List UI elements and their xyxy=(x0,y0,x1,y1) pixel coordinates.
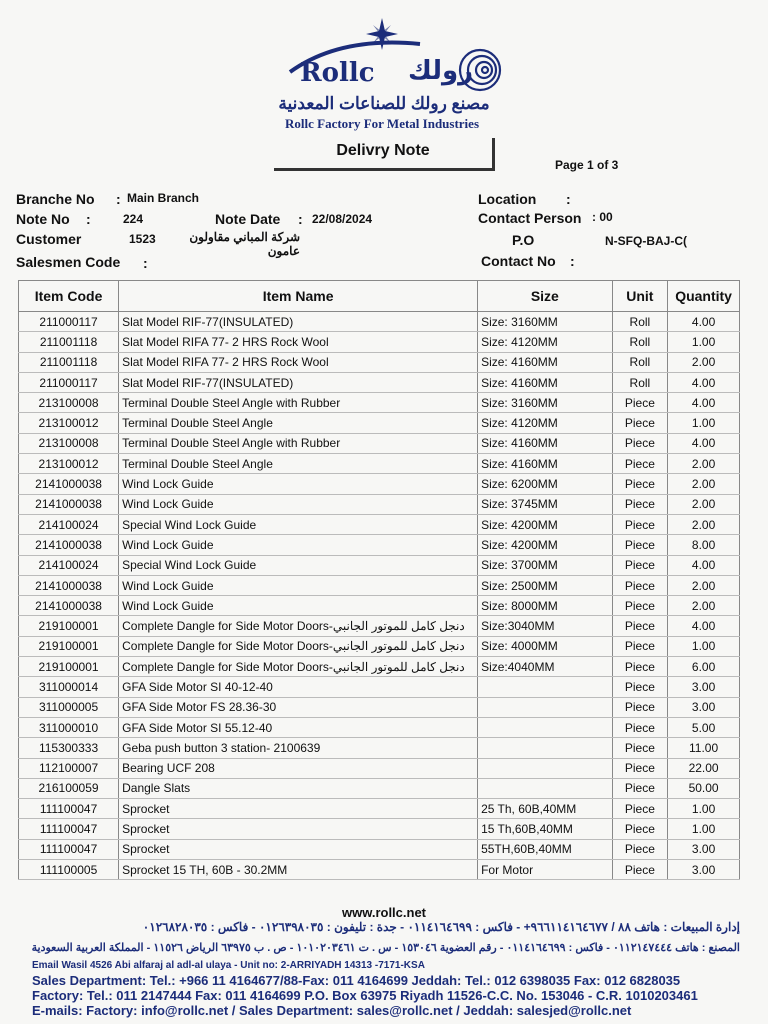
quantity-cell: 2.00 xyxy=(668,596,740,616)
item-code-cell: 214100024 xyxy=(19,514,119,534)
table-row xyxy=(19,616,740,636)
unit-cell: Piece xyxy=(612,799,668,819)
unit-cell: Piece xyxy=(612,758,668,778)
item-name-cell: Slat Model RIFA 77- 2 HRS Rock Wool xyxy=(119,352,478,372)
contact-person-label: Contact Person xyxy=(478,210,582,226)
size-cell xyxy=(478,697,612,717)
table-row xyxy=(19,717,740,737)
item-code-cell: 111100047 xyxy=(19,819,119,839)
unit-cell: Piece xyxy=(612,393,668,413)
quantity-cell: 3.00 xyxy=(668,860,740,880)
company-name-arabic: مصنع رولك للصناعات المعدنية xyxy=(278,94,490,113)
footer-arabic-sales: إدارة المبيعات : هاتف ٨٨ / ٩٦٦١١٤١٦٤٦٧٧+ - فاكس : ٠١١٤١٦٤٦٩٩ - جدة : تليفون : ٠١٢٦٣٩٨٠٣٥ - فاكس : ٠١٢٦٨٢٨٠٣٥ xyxy=(142,920,740,934)
quantity-cell: 4.00 xyxy=(668,312,740,332)
salesmen-code-label: Salesmen Code xyxy=(16,254,121,270)
salesmen-code-separator: : xyxy=(143,255,148,271)
footer-email-address: Email Wasil 4526 Abi alfaraj al adl-al ulaya - Unit no: 2-ARRIYADH 14313 -7171-KSA xyxy=(32,960,425,971)
item-name-cell: Wind Lock Guide xyxy=(119,494,478,514)
website-link[interactable]: www.rollc.net xyxy=(341,905,427,920)
item-name-cell: Bearing UCF 208 xyxy=(119,758,478,778)
item-code-cell: 213100008 xyxy=(19,393,119,413)
table-row xyxy=(19,839,740,859)
table-row xyxy=(19,555,740,575)
size-cell xyxy=(478,677,612,697)
table-header-row xyxy=(19,281,740,312)
brand-name-latin: Rollc xyxy=(300,58,375,88)
quantity-cell: 1.00 xyxy=(668,636,740,656)
branch-label: Branche No xyxy=(16,191,95,207)
item-code-cell: 213100012 xyxy=(19,454,119,474)
note-no-separator: : xyxy=(86,211,91,227)
item-name-cell: Special Wind Lock Guide xyxy=(119,514,478,534)
quantity-cell: 4.00 xyxy=(668,393,740,413)
item-name-cell: Complete Dangle for Side Motor Doors-دنجل كامل للموتور الجانبي xyxy=(119,657,478,677)
header-item-code: Item Code xyxy=(19,281,119,312)
table-row xyxy=(19,352,740,372)
location-label: Location xyxy=(478,191,537,207)
table-row xyxy=(19,636,740,656)
unit-cell: Piece xyxy=(612,636,668,656)
footer-sales-department: Sales Department: Tel.: +966 11 4164677/88-Fax: 011 4164699 Jeddah: Tel.: 012 6398035 Fax: 012 6828035 xyxy=(32,973,681,988)
quantity-cell: 5.00 xyxy=(668,717,740,737)
item-code-cell: 211000117 xyxy=(19,372,119,392)
unit-cell: Piece xyxy=(612,697,668,717)
item-code-cell: 213100008 xyxy=(19,433,119,453)
quantity-cell: 2.00 xyxy=(668,474,740,494)
item-name-cell: Terminal Double Steel Angle xyxy=(119,413,478,433)
table-row xyxy=(19,738,740,758)
size-cell xyxy=(478,738,612,758)
table-row xyxy=(19,372,740,392)
header-item-name: Item Name xyxy=(119,281,478,312)
quantity-cell: 3.00 xyxy=(668,697,740,717)
quantity-cell: 6.00 xyxy=(668,657,740,677)
size-cell: Size: 3160MM xyxy=(478,312,612,332)
size-cell: Size: 4200MM xyxy=(478,514,612,534)
unit-cell: Piece xyxy=(612,474,668,494)
item-code-cell: 2141000038 xyxy=(19,575,119,595)
quantity-cell: 4.00 xyxy=(668,555,740,575)
item-code-cell: 112100007 xyxy=(19,758,119,778)
quantity-cell: 3.00 xyxy=(668,677,740,697)
size-cell: For Motor xyxy=(478,860,612,880)
quantity-cell: 2.00 xyxy=(668,352,740,372)
table-row xyxy=(19,454,740,474)
unit-cell: Piece xyxy=(612,535,668,555)
note-date-value: 22/08/2024 xyxy=(312,212,373,226)
item-code-cell: 213100012 xyxy=(19,413,119,433)
size-cell xyxy=(478,717,612,737)
header-unit: Unit xyxy=(612,281,668,312)
item-code-cell: 2141000038 xyxy=(19,535,119,555)
quantity-cell: 3.00 xyxy=(668,839,740,859)
item-name-cell: Terminal Double Steel Angle with Rubber xyxy=(119,433,478,453)
footer-arabic-factory: المصنع : هاتف ٠١١٢١٤٧٤٤٤ - فاكس : ٠١١٤١٦٤٦٩٩ - رقم العضوية ١٥٣٠٤٦ - س . ت ١٠١٠٢٠٣٤٦١ - ص . ب ٦٣٩٧٥ الرياض ١١٥٢٦ - المملكة العربية السعودية xyxy=(32,942,740,954)
size-cell: Size: 3700MM xyxy=(478,555,612,575)
unit-cell: Piece xyxy=(612,677,668,697)
table-row xyxy=(19,799,740,819)
unit-cell: Piece xyxy=(612,839,668,859)
document-title: Delivry Note xyxy=(336,142,430,159)
contact-person-value: : 00 xyxy=(592,210,613,224)
item-code-cell: 211000117 xyxy=(19,312,119,332)
item-code-cell: 211001118 xyxy=(19,332,119,352)
item-name-cell: Dangle Slats xyxy=(119,778,478,798)
table-row xyxy=(19,860,740,880)
header-size: Size xyxy=(478,281,612,312)
size-cell: Size:3040MM xyxy=(478,616,612,636)
size-cell: Size: 4160MM xyxy=(478,372,612,392)
customer-name: شركة المباني مقاولون عامون xyxy=(189,230,300,258)
unit-cell: Piece xyxy=(612,555,668,575)
note-no-value: 224 xyxy=(123,212,144,226)
unit-cell: Piece xyxy=(612,738,668,758)
size-cell: 15 Th,60B,40MM xyxy=(478,819,612,839)
note-date-label: Note Date xyxy=(215,211,281,227)
table-row xyxy=(19,819,740,839)
note-date-separator: : xyxy=(298,211,303,227)
quantity-cell: 4.00 xyxy=(668,433,740,453)
item-name-cell: GFA Side Motor SI 55.12-40 xyxy=(119,717,478,737)
size-cell: Size: 4000MM xyxy=(478,636,612,656)
company-name-english: Rollc Factory For Metal Industries xyxy=(285,116,479,131)
unit-cell: Piece xyxy=(612,575,668,595)
size-cell: Size: 8000MM xyxy=(478,596,612,616)
item-code-cell: 219100001 xyxy=(19,616,119,636)
quantity-cell: 1.00 xyxy=(668,413,740,433)
table-row xyxy=(19,575,740,595)
unit-cell: Roll xyxy=(612,372,668,392)
item-name-cell: Sprocket xyxy=(119,819,478,839)
unit-cell: Piece xyxy=(612,433,668,453)
item-code-cell: 111100047 xyxy=(19,839,119,859)
item-name-cell: Complete Dangle for Side Motor Doors-دنجل كامل للموتور الجانبي xyxy=(119,616,478,636)
size-cell: Size: 4160MM xyxy=(478,352,612,372)
footer-emails: E-mails: Factory: info@rollc.net / Sales Department: sales@rollc.net / Jeddah: salesjed@rollc.net xyxy=(32,1003,632,1018)
size-cell xyxy=(478,758,612,778)
item-name-cell: Wind Lock Guide xyxy=(119,535,478,555)
item-code-cell: 111100005 xyxy=(19,860,119,880)
quantity-cell: 4.00 xyxy=(668,616,740,636)
size-cell: 55TH,60B,40MM xyxy=(478,839,612,859)
unit-cell: Roll xyxy=(612,352,668,372)
note-no-label: Note No xyxy=(16,211,70,227)
quantity-cell: 2.00 xyxy=(668,514,740,534)
unit-cell: Piece xyxy=(612,860,668,880)
item-code-cell: 214100024 xyxy=(19,555,119,575)
item-code-cell: 219100001 xyxy=(19,636,119,656)
header-quantity: Quantity xyxy=(668,281,740,312)
item-name-cell: Geba push button 3 station- 2100639 xyxy=(119,738,478,758)
size-cell: Size: 3160MM xyxy=(478,393,612,413)
size-cell: Size: 4200MM xyxy=(478,535,612,555)
quantity-cell: 50.00 xyxy=(668,778,740,798)
table-row xyxy=(19,393,740,413)
item-name-cell: Slat Model RIF-77(INSULATED) xyxy=(119,372,478,392)
items-table xyxy=(18,280,740,880)
size-cell: Size: 3745MM xyxy=(478,494,612,514)
table-row xyxy=(19,474,740,494)
table-row xyxy=(19,697,740,717)
branch-value: Main Branch xyxy=(127,191,200,205)
quantity-cell: 2.00 xyxy=(668,575,740,595)
item-name-cell: Wind Lock Guide xyxy=(119,596,478,616)
size-cell: 25 Th, 60B,40MM xyxy=(478,799,612,819)
table-row xyxy=(19,332,740,352)
item-code-cell: 311000014 xyxy=(19,677,119,697)
item-code-cell: 2141000038 xyxy=(19,494,119,514)
unit-cell: Roll xyxy=(612,332,668,352)
item-code-cell: 115300333 xyxy=(19,738,119,758)
item-name-cell: GFA Side Motor SI 40-12-40 xyxy=(119,677,478,697)
unit-cell: Piece xyxy=(612,657,668,677)
item-name-cell: Special Wind Lock Guide xyxy=(119,555,478,575)
page-indicator: Page 1 of 3 xyxy=(555,158,619,172)
table-row xyxy=(19,657,740,677)
item-name-cell: Sprocket 15 TH, 60B - 30.2MM xyxy=(119,860,478,880)
item-name-cell: Sprocket xyxy=(119,799,478,819)
customer-label: Customer xyxy=(16,231,82,247)
table-row xyxy=(19,514,740,534)
item-code-cell: 216100059 xyxy=(19,778,119,798)
table-row xyxy=(19,494,740,514)
unit-cell: Piece xyxy=(612,616,668,636)
item-name-cell: Terminal Double Steel Angle with Rubber xyxy=(119,393,478,413)
table-row xyxy=(19,312,740,332)
contact-no-label: Contact No xyxy=(481,253,556,269)
size-cell: Size: 4160MM xyxy=(478,433,612,453)
unit-cell: Piece xyxy=(612,778,668,798)
quantity-cell: 11.00 xyxy=(668,738,740,758)
size-cell xyxy=(478,778,612,798)
unit-cell: Piece xyxy=(612,596,668,616)
quantity-cell: 2.00 xyxy=(668,454,740,474)
item-name-cell: Slat Model RIFA 77- 2 HRS Rock Wool xyxy=(119,332,478,352)
item-code-cell: 211001118 xyxy=(19,352,119,372)
po-label: P.O xyxy=(512,232,535,248)
item-name-cell: Wind Lock Guide xyxy=(119,474,478,494)
table-row xyxy=(19,413,740,433)
table-row xyxy=(19,778,740,798)
quantity-cell: 2.00 xyxy=(668,494,740,514)
quantity-cell: 1.00 xyxy=(668,799,740,819)
item-name-cell: GFA Side Motor FS 28.36-30 xyxy=(119,697,478,717)
size-cell: Size: 6200MM xyxy=(478,474,612,494)
item-code-cell: 2141000038 xyxy=(19,474,119,494)
table-row xyxy=(19,433,740,453)
unit-cell: Piece xyxy=(612,514,668,534)
item-name-cell: Complete Dangle for Side Motor Doors-دنجل كامل للموتور الجانبي xyxy=(119,636,478,656)
table-row xyxy=(19,535,740,555)
brand-name-arabic: رولك xyxy=(408,56,474,86)
item-name-cell: Sprocket xyxy=(119,839,478,859)
quantity-cell: 22.00 xyxy=(668,758,740,778)
unit-cell: Piece xyxy=(612,454,668,474)
item-name-cell: Wind Lock Guide xyxy=(119,575,478,595)
location-separator: : xyxy=(566,191,571,207)
item-code-cell: 219100001 xyxy=(19,657,119,677)
item-code-cell: 2141000038 xyxy=(19,596,119,616)
quantity-cell: 8.00 xyxy=(668,535,740,555)
unit-cell: Piece xyxy=(612,717,668,737)
unit-cell: Piece xyxy=(612,494,668,514)
item-name-cell: Terminal Double Steel Angle xyxy=(119,454,478,474)
unit-cell: Roll xyxy=(612,312,668,332)
size-cell: Size: 4120MM xyxy=(478,413,612,433)
quantity-cell: 1.00 xyxy=(668,332,740,352)
table-row xyxy=(19,758,740,778)
size-cell: Size:4040MM xyxy=(478,657,612,677)
size-cell: Size: 4120MM xyxy=(478,332,612,352)
item-code-cell: 111100047 xyxy=(19,799,119,819)
item-code-cell: 311000005 xyxy=(19,697,119,717)
customer-code: 1523 xyxy=(129,232,156,246)
size-cell: Size: 2500MM xyxy=(478,575,612,595)
size-cell: Size: 4160MM xyxy=(478,454,612,474)
item-name-cell: Slat Model RIF-77(INSULATED) xyxy=(119,312,478,332)
po-value: N-SFQ-BAJ-C( xyxy=(605,234,687,248)
item-code-cell: 311000010 xyxy=(19,717,119,737)
quantity-cell: 4.00 xyxy=(668,372,740,392)
unit-cell: Piece xyxy=(612,819,668,839)
table-row xyxy=(19,596,740,616)
branch-separator: : xyxy=(116,191,121,207)
table-row xyxy=(19,677,740,697)
footer-factory: Factory: Tel.: 011 2147444 Fax: 011 4164699 P.O. Box 63975 Riyadh 11526-C.C. No. 153046 - C.R. 1010203461 xyxy=(32,988,698,1003)
contact-no-separator: : xyxy=(570,253,575,269)
quantity-cell: 1.00 xyxy=(668,819,740,839)
unit-cell: Piece xyxy=(612,413,668,433)
